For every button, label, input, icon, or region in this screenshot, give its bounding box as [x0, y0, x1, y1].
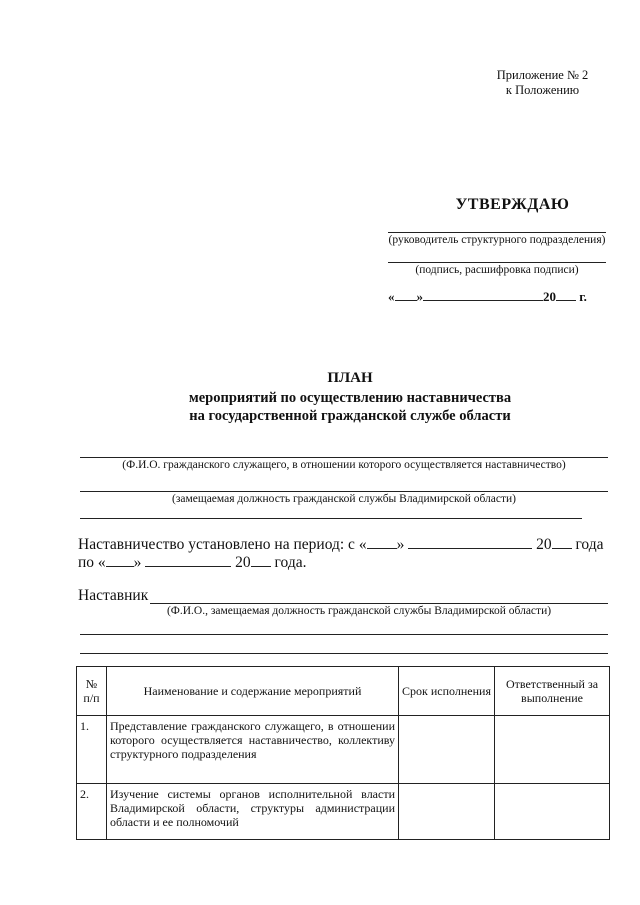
period-start-quote: »	[396, 536, 405, 553]
mentor-label: Наставник	[78, 587, 149, 604]
period-end-day-blank	[106, 554, 134, 567]
table-header-row	[77, 667, 610, 716]
approval-heading: УТВЕРЖДАЮ	[455, 196, 570, 213]
date-open-quote: «	[388, 289, 395, 304]
period-end-year-word: года.	[274, 554, 307, 571]
header-name: Наименование и содержание мероприятий	[107, 667, 399, 716]
date-year-prefix: 20	[543, 289, 556, 304]
period-end-year-blank	[251, 554, 271, 567]
table-row	[77, 716, 610, 784]
employee-extra-line	[80, 518, 582, 519]
employee-fio-caption: (Ф.И.О. гражданского служащего, в отношении которого осуществляется наставничество)	[122, 459, 566, 471]
period-end-quote: »	[133, 554, 142, 571]
row-text: Представление гражданского служащего, в отношении которого осуществляется наставничество, коллективу структурного подразделения	[107, 716, 399, 784]
period-start-year-prefix: 20	[536, 536, 552, 553]
row-term	[399, 716, 495, 784]
plan-title: ПЛАН	[327, 370, 373, 386]
row-num: 2.	[77, 784, 107, 840]
date-year-blank	[556, 288, 576, 301]
row-text: Изучение системы органов исполнительной власти Владимирской области, структуры администрации области и ее полномочий	[107, 784, 399, 840]
approval-date	[388, 288, 610, 305]
head-caption: (руководитель структурного подразделения)	[388, 234, 606, 246]
plan-table	[76, 666, 610, 840]
period-to: по «	[78, 554, 106, 571]
plan-subtitle-line2: на государственной гражданской службе области	[189, 408, 511, 424]
date-day-blank	[395, 288, 417, 301]
employee-position-line	[80, 491, 608, 492]
mentor-line	[150, 603, 608, 604]
mentoring-period	[78, 536, 613, 572]
header-num: № п/п	[77, 667, 107, 716]
period-end-year-prefix: 20	[235, 554, 251, 571]
header-term: Срок исполнения	[399, 667, 495, 716]
row-responsible	[495, 784, 610, 840]
table-row	[77, 784, 610, 840]
mentor-caption: (Ф.И.О., замещаемая должность гражданской службы Владимирской области)	[166, 605, 552, 617]
period-start-year-word: года	[575, 536, 604, 553]
date-year-suffix: г.	[579, 289, 587, 304]
date-month-blank	[423, 288, 543, 301]
employee-fio-line	[80, 457, 608, 458]
annex-reference	[480, 68, 605, 98]
plan-subtitle-line1: мероприятий по осуществлению наставничества	[188, 390, 512, 406]
head-signature-line	[388, 232, 606, 233]
annex-regulation: к Положению	[505, 83, 580, 97]
period-start-month-blank	[408, 536, 532, 549]
row-responsible	[495, 716, 610, 784]
date-close-quote: »	[416, 289, 423, 304]
period-end-month-blank	[145, 554, 231, 567]
employee-position-caption: (замещаемая должность гражданской службы Владимирской области)	[171, 493, 517, 505]
period-start-day-blank	[367, 536, 397, 549]
mentor-extra-line-1	[80, 634, 608, 635]
mentor-extra-line-2	[80, 653, 608, 654]
row-num: 1.	[77, 716, 107, 784]
period-start-year-blank	[552, 536, 572, 549]
period-line2	[78, 554, 613, 572]
signature-caption: (подпись, расшифровка подписи)	[415, 264, 579, 276]
signature-line	[388, 262, 606, 263]
period-line1	[78, 536, 613, 554]
row-term	[399, 784, 495, 840]
plan-subtitle	[90, 389, 610, 425]
annex-number: Приложение № 2	[496, 68, 589, 82]
header-responsible: Ответственный за выполнение	[495, 667, 610, 716]
period-prefix: Наставничество установлено на период: с «	[78, 536, 367, 553]
